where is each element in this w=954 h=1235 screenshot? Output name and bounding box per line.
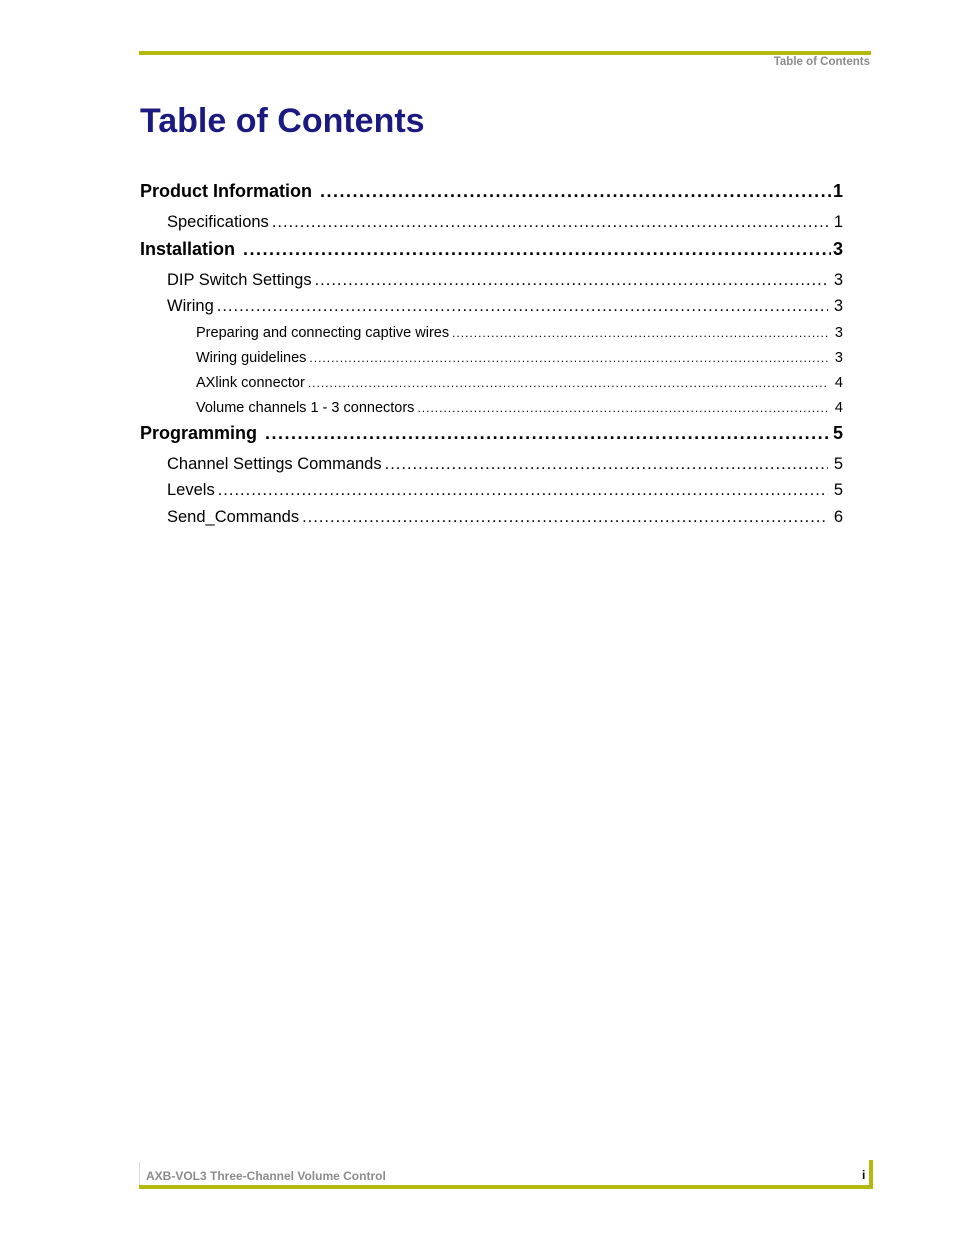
- toc-entry-page: 5: [833, 481, 843, 499]
- dot-leader: [218, 481, 828, 500]
- toc-entry-page: 3: [833, 297, 843, 315]
- page-title: Table of Contents: [140, 102, 425, 140]
- dot-leader: [243, 239, 831, 260]
- toc-entry-title: Channel Settings Commands: [167, 455, 382, 473]
- toc-entry-levels[interactable]: [140, 481, 843, 500]
- toc-entry-title: Volume channels 1 - 3 connectors: [196, 400, 415, 416]
- footer-page-number: i: [862, 1168, 866, 1182]
- toc-entry-page: 5: [833, 455, 843, 473]
- toc-entry-page: 3: [834, 325, 843, 341]
- toc-entry-preparing-captive-wires[interactable]: [140, 325, 843, 341]
- toc-entry-page: 6: [833, 508, 843, 526]
- toc-entry-page: 1: [833, 213, 843, 231]
- toc-entry-title: Specifications: [167, 213, 269, 231]
- toc-entry-page: 3: [833, 271, 843, 289]
- header-rule: [139, 51, 871, 55]
- toc-entry-title: Wiring guidelines: [196, 350, 307, 366]
- toc-entry-channel-settings-commands[interactable]: [140, 455, 843, 474]
- dot-leader: [452, 326, 829, 340]
- toc-entry-title: Product Information: [140, 181, 312, 201]
- toc-entry-wiring[interactable]: [140, 297, 843, 316]
- toc-entry-installation[interactable]: [140, 239, 843, 260]
- toc-entry-send-commands[interactable]: [140, 508, 843, 527]
- toc-entry-wiring-guidelines[interactable]: [140, 350, 843, 366]
- running-header: Table of Contents: [773, 56, 870, 68]
- toc-entry-title: Installation: [140, 239, 236, 259]
- dot-leader: [302, 508, 828, 527]
- toc-entry-page: 4: [834, 375, 843, 391]
- dot-leader: [320, 181, 831, 202]
- toc-entry-page: 5: [832, 423, 843, 443]
- dot-leader: [217, 297, 828, 316]
- toc-entry-page: 1: [832, 181, 843, 201]
- toc-entry-page: 3: [832, 239, 843, 259]
- dot-leader: [272, 213, 828, 232]
- toc-entry-title: Programming: [140, 423, 258, 443]
- footer-rule: [139, 1185, 871, 1189]
- toc-entry-title: Wiring: [167, 297, 214, 315]
- toc-entry-programming[interactable]: [140, 423, 843, 444]
- dot-leader: [309, 351, 829, 365]
- toc-entry-title: Levels: [167, 481, 215, 499]
- toc-entry-title: DIP Switch Settings: [167, 271, 312, 289]
- toc-entry-page: 4: [834, 400, 843, 416]
- dot-leader: [417, 401, 828, 415]
- toc-entry-title: AXlink connector: [196, 375, 305, 391]
- dot-leader: [385, 455, 828, 474]
- toc-entry-axlink-connector[interactable]: [140, 375, 843, 391]
- footer-left-rule: [139, 1162, 140, 1186]
- toc-entry-dip-switch-settings[interactable]: [140, 271, 843, 290]
- toc-entry-product-information[interactable]: [140, 181, 843, 202]
- toc-entry-volume-channels-connectors[interactable]: [140, 400, 843, 416]
- dot-leader: [265, 423, 831, 444]
- toc-entry-page: 3: [834, 350, 843, 366]
- footer-document-title: AXB-VOL3 Three-Channel Volume Control: [146, 1169, 386, 1183]
- footer-right-rule: [869, 1160, 873, 1189]
- toc-entry-title: Preparing and connecting captive wires: [196, 325, 450, 341]
- toc-entry-title: Send_Commands: [167, 508, 300, 526]
- toc-entry-specifications[interactable]: [140, 213, 843, 232]
- dot-leader: [315, 271, 828, 290]
- dot-leader: [308, 376, 829, 390]
